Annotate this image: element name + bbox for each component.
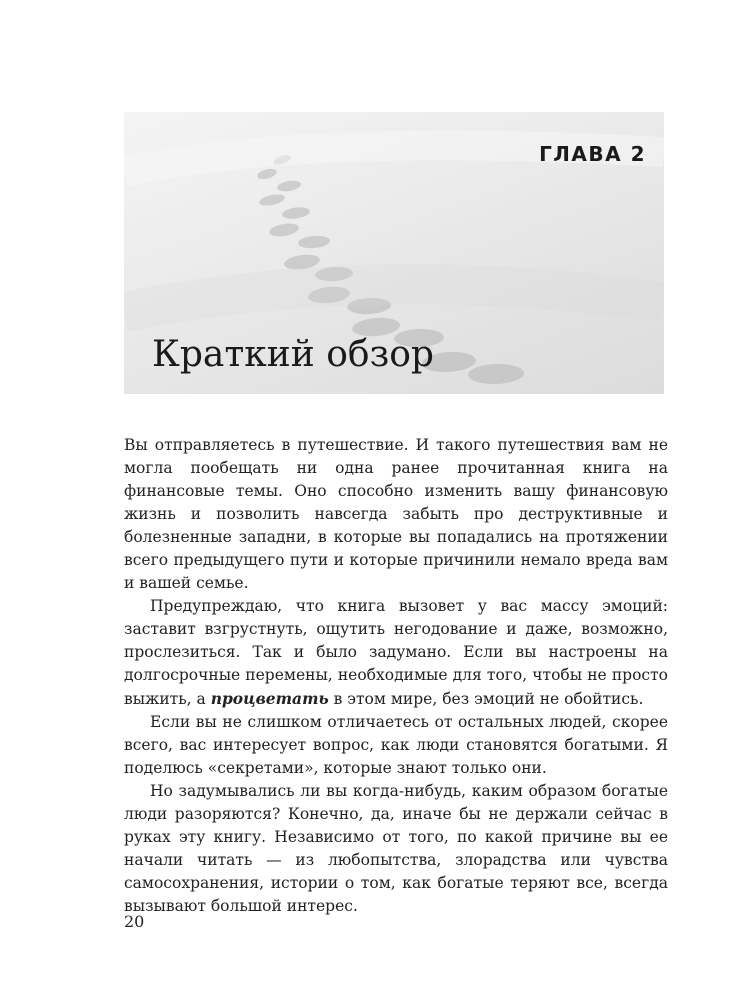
paragraph-2-text: Предупреждаю, что книга вызовет у вас массу эмоций: заставит взгрустнуть, ощутить негодование и даже, возможно, прослезиться. Так и было задумано. Если вы настроены на долгосрочные перемены, необходимые для того, чтобы не просто выжить, а — [124, 597, 668, 708]
chapter-label: ГЛАВА 2 — [539, 142, 646, 166]
body-text — [124, 434, 668, 918]
paragraph-4: Но задумывались ли вы когда-нибудь, каким образом богатые люди разоряются? Конечно, да, иначе бы не держали сейчас в руках эту книгу. Независимо от того, по какой причине вы ее начали читать — из любопытства, злорадства или чувства самосохранения, истории о том, как богатые теряют все, всегда вызывают большой интерес. — [124, 782, 668, 915]
paragraph-1: Вы отправляетесь в путешествие. И такого путешествия вам не могла пообещать ни одна ранее прочитанная книга на финансовые темы. Оно способно изменить вашу финансовую жизнь и позволить навсегда забыть про деструктивные и болезненные западни, в которые вы попадались на протяжении всего предыдущего пути и которые причинили немало вреда вам и вашей семье. — [124, 436, 668, 592]
chapter-header-image — [124, 112, 664, 394]
paragraph-2 — [124, 595, 668, 711]
paragraph-3: Если вы не слишком отличаетесь от остальных людей, скорее всего, вас интересует вопрос, как люди становятся богатыми. Я поделюсь «секретами», которые знают только они. — [124, 713, 668, 777]
paragraph-2-end: в этом мире, без эмоций не обойтись. — [328, 690, 644, 708]
emphasized-word: процветать — [210, 689, 329, 708]
page-number: 20 — [124, 912, 145, 931]
chapter-title: Краткий обзор — [152, 334, 434, 375]
